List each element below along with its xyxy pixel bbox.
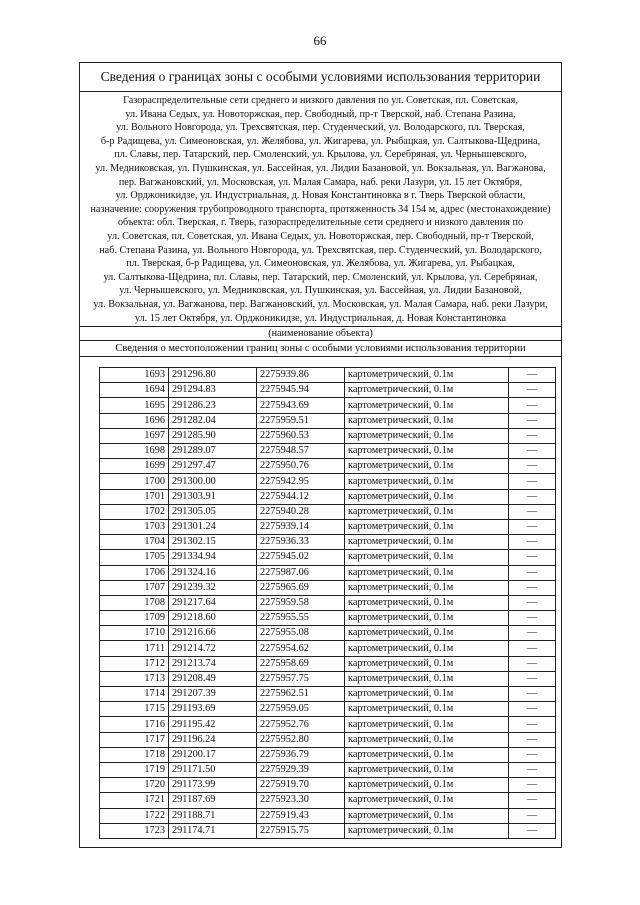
x-coordinate-cell: 291289.07 [169,444,257,459]
x-coordinate-cell: 291200.17 [169,747,257,762]
error-cell: — [509,702,556,717]
x-coordinate-cell: 291213.74 [169,656,257,671]
point-number-cell: 1700 [100,474,169,489]
object-description-line: объекта: обл. Тверская, г. Тверь, газораспределительные сети среднего и низкого давления по [117,217,524,229]
y-coordinate-cell: 2275950.76 [257,459,345,474]
point-number-cell: 1701 [100,489,169,504]
y-coordinate-cell: 2275939.14 [257,519,345,534]
table-row [100,793,556,808]
method-cell: картометрический, 0.1м [345,565,509,580]
point-number-cell: 1711 [100,641,169,656]
table-row [100,747,556,762]
table-row [100,565,556,580]
document-title: Сведения о границах зоны с особыми условиями использования территории [80,63,561,92]
y-coordinate-cell: 2275959.58 [257,595,345,610]
x-coordinate-cell: 291239.32 [169,580,257,595]
table-row [100,762,556,777]
error-cell: — [509,808,556,823]
object-description-line: пл. Тверская, б-р Радищева, ул. Симеоновская, ул. Желябова, ул. Жигарева, ул. Рыбацкая, [126,258,515,270]
y-coordinate-cell: 2275959.05 [257,702,345,717]
error-cell: — [509,459,556,474]
table-row [100,550,556,565]
object-description-line: ул. Медниковская, ул. Пушкинская, ул. Бассейная, ул. Лидии Базановой, ул. Вокзальная, ул. Вагжанова, [95,162,546,174]
error-cell: — [509,580,556,595]
point-number-cell: 1714 [100,687,169,702]
x-coordinate-cell: 291187.69 [169,793,257,808]
x-coordinate-cell: 291195.42 [169,717,257,732]
method-cell: картометрический, 0.1м [345,413,509,428]
point-number-cell: 1709 [100,611,169,626]
x-coordinate-cell: 291174.71 [169,823,257,838]
method-cell: картометрический, 0.1м [345,656,509,671]
x-coordinate-cell: 291301.24 [169,519,257,534]
method-cell: картометрический, 0.1м [345,717,509,732]
error-cell: — [509,535,556,550]
object-description-line: ул. Советская, пл. Советская, ул. Ивана Седых, ул. Новоторжская, пер. Свободный, пр-т Тверской, [107,230,534,242]
method-cell: картометрический, 0.1м [345,474,509,489]
method-cell: картометрический, 0.1м [345,459,509,474]
method-cell: картометрический, 0.1м [345,823,509,838]
x-coordinate-cell: 291300.00 [169,474,257,489]
method-cell: картометрический, 0.1м [345,580,509,595]
x-coordinate-cell: 291217.64 [169,595,257,610]
error-cell: — [509,747,556,762]
object-description-line: ул. Чернышевского, ул. Медниковская, ул. Пушкинская, ул. Бассейная, ул. Лидии Базановой, [119,285,522,297]
y-coordinate-cell: 2275948.57 [257,444,345,459]
object-description-line: пер. Вагжановский, ул. Московская, ул. Малая Самара, наб. реки Лазури, ул. 15 лет Октября, [118,176,523,188]
table-row [100,489,556,504]
x-coordinate-cell: 291188.71 [169,808,257,823]
x-coordinate-cell: 291196.24 [169,732,257,747]
x-coordinate-cell: 291193.69 [169,702,257,717]
object-description-line: назначение: сооружения трубопроводного транспорта, протяженность 34 154 м, адрес (местонахождение) [90,203,551,215]
x-coordinate-cell: 291282.04 [169,413,257,428]
x-coordinate-cell: 291286.23 [169,398,257,413]
coordinates-table [99,367,556,839]
y-coordinate-cell: 2275923.30 [257,793,345,808]
method-cell: картометрический, 0.1м [345,732,509,747]
y-coordinate-cell: 2275965.69 [257,580,345,595]
x-coordinate-cell: 291173.99 [169,778,257,793]
y-coordinate-cell: 2275942.95 [257,474,345,489]
y-coordinate-cell: 2275962.51 [257,687,345,702]
method-cell: картометрический, 0.1м [345,383,509,398]
error-cell: — [509,595,556,610]
x-coordinate-cell: 291294.83 [169,383,257,398]
table-row [100,383,556,398]
table-row [100,428,556,443]
y-coordinate-cell: 2275919.70 [257,778,345,793]
method-cell: картометрический, 0.1м [345,504,509,519]
method-cell: картометрический, 0.1м [345,626,509,641]
table-row [100,459,556,474]
point-number-cell: 1695 [100,398,169,413]
x-coordinate-cell: 291303.91 [169,489,257,504]
table-row [100,808,556,823]
point-number-cell: 1708 [100,595,169,610]
table-row [100,611,556,626]
method-cell: картометрический, 0.1м [345,702,509,717]
y-coordinate-cell: 2275955.08 [257,626,345,641]
method-cell: картометрический, 0.1м [345,671,509,686]
x-coordinate-cell: 291334.94 [169,550,257,565]
x-coordinate-cell: 291324.16 [169,565,257,580]
error-cell: — [509,717,556,732]
error-cell: — [509,778,556,793]
y-coordinate-cell: 2275943.69 [257,398,345,413]
error-cell: — [509,687,556,702]
point-number-cell: 1694 [100,383,169,398]
y-coordinate-cell: 2275929.39 [257,762,345,777]
point-number-cell: 1712 [100,656,169,671]
error-cell: — [509,474,556,489]
error-cell: — [509,762,556,777]
point-number-cell: 1705 [100,550,169,565]
y-coordinate-cell: 2275939.86 [257,368,345,383]
x-coordinate-cell: 291305.05 [169,504,257,519]
object-description [80,92,561,326]
object-description-line: ул. Ивана Седых, ул. Новоторжская, пер. Свободный, пр-т Тверской, наб. Степана Разина, [125,108,516,120]
error-cell: — [509,732,556,747]
x-coordinate-cell: 291171.50 [169,762,257,777]
error-cell: — [509,626,556,641]
y-coordinate-cell: 2275958.69 [257,656,345,671]
error-cell: — [509,368,556,383]
object-description-line: Газораспределительные сети среднего и низкого давления по ул. Советская, пл. Советская, [123,95,518,106]
object-description-line: ул. Салтыкова-Щедрина, пл. Славы, пер. Татарский, пер. Смоленский, ул. Крылова, ул. Серебряная, [103,271,538,283]
point-number-cell: 1716 [100,717,169,732]
table-row [100,626,556,641]
y-coordinate-cell: 2275952.80 [257,732,345,747]
table-row [100,656,556,671]
object-description-line: ул. 15 лет Октября, ул. Орджоникидзе, ул. Индустриальная, д. Новая Константиновка [134,312,507,324]
object-description-line: ул. Орджоникидзе, ул. Индустриальная, д. Новая Константиновка в г. Тверь Тверской области, [115,190,526,202]
point-number-cell: 1703 [100,519,169,534]
point-number-cell: 1702 [100,504,169,519]
method-cell: картометрический, 0.1м [345,519,509,534]
error-cell: — [509,504,556,519]
object-description-line: ул. Вольного Новгорода, ул. Трехсвятская, пер. Студенческий, ул. Володарского, пл. Тверская, [116,122,525,134]
method-cell: картометрический, 0.1м [345,611,509,626]
method-cell: картометрический, 0.1м [345,550,509,565]
coordinates-table-wrap [80,357,561,847]
point-number-cell: 1723 [100,823,169,838]
page-number: 66 [313,33,327,48]
error-cell: — [509,413,556,428]
table-row [100,398,556,413]
y-coordinate-cell: 2275954.62 [257,641,345,656]
error-cell: — [509,565,556,580]
x-coordinate-cell: 291218.60 [169,611,257,626]
error-cell: — [509,489,556,504]
table-row [100,368,556,383]
point-number-cell: 1706 [100,565,169,580]
method-cell: картометрический, 0.1м [345,747,509,762]
table-row [100,535,556,550]
object-description-line: наб. Степана Разина, ул. Вольного Новгорода, ул. Трехсвятская, пер. Студенческий, ул. Володарского, [99,244,542,256]
table-row [100,717,556,732]
y-coordinate-cell: 2275959.51 [257,413,345,428]
method-cell: картометрический, 0.1м [345,595,509,610]
y-coordinate-cell: 2275960.53 [257,428,345,443]
point-number-cell: 1722 [100,808,169,823]
point-number-cell: 1697 [100,428,169,443]
method-cell: картометрический, 0.1м [345,535,509,550]
point-number-cell: 1720 [100,778,169,793]
x-coordinate-cell: 291296.80 [169,368,257,383]
error-cell: — [509,656,556,671]
x-coordinate-cell: 291216.66 [169,626,257,641]
y-coordinate-cell: 2275945.02 [257,550,345,565]
y-coordinate-cell: 2275936.79 [257,747,345,762]
y-coordinate-cell: 2275940.28 [257,504,345,519]
zone-boundary-frame [79,62,562,848]
table-row [100,702,556,717]
object-description-line: пл. Славы, пер. Татарский, пер. Смоленский, ул. Крылова, ул. Серебряная, ул. Чернышевского, [114,149,527,161]
object-description-line: ул. Вокзальная, ул. Вагжанова, пер. Вагжановский, ул. Московская, ул. Малая Самара, наб. реки Лазури, [93,298,548,310]
method-cell: картометрический, 0.1м [345,428,509,443]
table-row [100,413,556,428]
error-cell: — [509,641,556,656]
object-caption: (наименование объекта) [80,326,561,341]
table-row [100,519,556,534]
point-number-cell: 1719 [100,762,169,777]
point-number-cell: 1718 [100,747,169,762]
y-coordinate-cell: 2275945.94 [257,383,345,398]
method-cell: картометрический, 0.1м [345,489,509,504]
point-number-cell: 1699 [100,459,169,474]
x-coordinate-cell: 291302.15 [169,535,257,550]
point-number-cell: 1707 [100,580,169,595]
table-row [100,671,556,686]
x-coordinate-cell: 291297.47 [169,459,257,474]
error-cell: — [509,383,556,398]
y-coordinate-cell: 2275957.75 [257,671,345,686]
method-cell: картометрический, 0.1м [345,398,509,413]
method-cell: картометрический, 0.1м [345,687,509,702]
point-number-cell: 1717 [100,732,169,747]
y-coordinate-cell: 2275936.33 [257,535,345,550]
point-number-cell: 1721 [100,793,169,808]
point-number-cell: 1715 [100,702,169,717]
error-cell: — [509,519,556,534]
method-cell: картометрический, 0.1м [345,641,509,656]
point-number-cell: 1698 [100,444,169,459]
table-row [100,580,556,595]
y-coordinate-cell: 2275944.12 [257,489,345,504]
y-coordinate-cell: 2275919.43 [257,808,345,823]
y-coordinate-cell: 2275915.75 [257,823,345,838]
table-row [100,641,556,656]
error-cell: — [509,428,556,443]
error-cell: — [509,823,556,838]
method-cell: картометрический, 0.1м [345,808,509,823]
table-row [100,687,556,702]
error-cell: — [509,398,556,413]
point-number-cell: 1710 [100,626,169,641]
x-coordinate-cell: 291214.72 [169,641,257,656]
error-cell: — [509,444,556,459]
y-coordinate-cell: 2275987.06 [257,565,345,580]
y-coordinate-cell: 2275955.55 [257,611,345,626]
object-description-line: б-р Радищева, ул. Симеоновская, ул. Желябова, ул. Жигарева, ул. Рыбацкая, ул. Салтыкова-Щедрина, [100,135,541,147]
point-number-cell: 1713 [100,671,169,686]
x-coordinate-cell: 291285.90 [169,428,257,443]
table-row [100,595,556,610]
point-number-cell: 1693 [100,368,169,383]
error-cell: — [509,550,556,565]
x-coordinate-cell: 291208.49 [169,671,257,686]
error-cell: — [509,671,556,686]
section-title: Сведения о местоположении границ зоны с особыми условиями использования территории [80,341,561,357]
method-cell: картометрический, 0.1м [345,444,509,459]
x-coordinate-cell: 291207.39 [169,687,257,702]
table-row [100,823,556,838]
point-number-cell: 1696 [100,413,169,428]
method-cell: картометрический, 0.1м [345,762,509,777]
table-row [100,474,556,489]
method-cell: картометрический, 0.1м [345,793,509,808]
error-cell: — [509,793,556,808]
table-row [100,732,556,747]
table-row [100,778,556,793]
table-row [100,504,556,519]
point-number-cell: 1704 [100,535,169,550]
error-cell: — [509,611,556,626]
table-row [100,444,556,459]
y-coordinate-cell: 2275952.76 [257,717,345,732]
method-cell: картометрический, 0.1м [345,778,509,793]
method-cell: картометрический, 0.1м [345,368,509,383]
